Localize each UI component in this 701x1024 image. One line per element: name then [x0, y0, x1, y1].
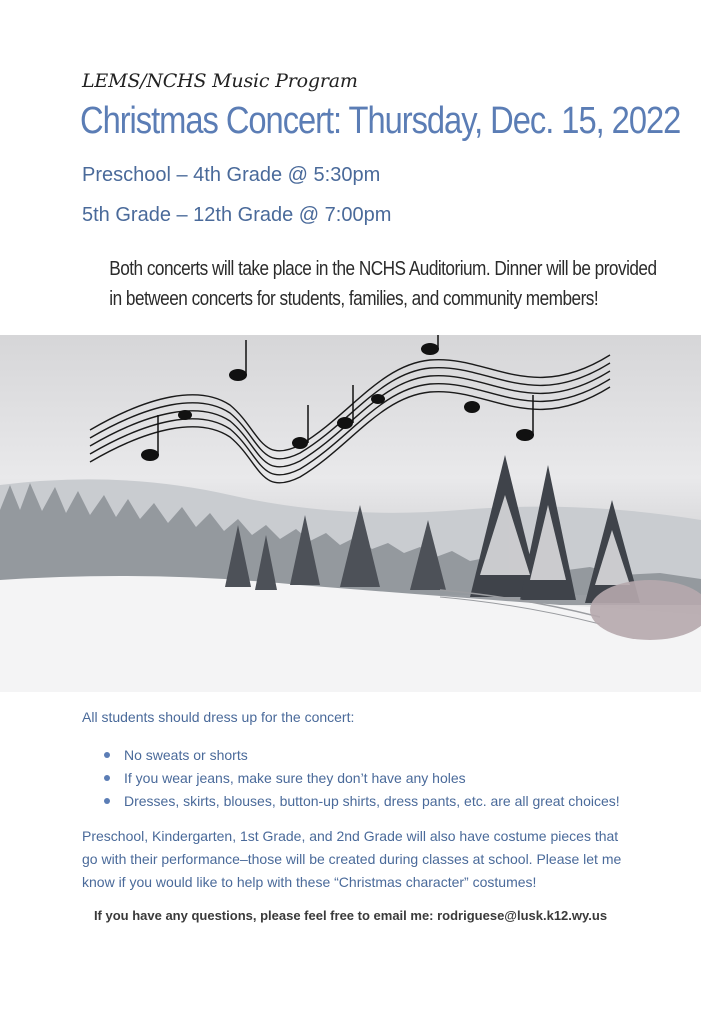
schedule-session-1: Preschool – 4th Grade @ 5:30pm	[82, 164, 381, 186]
winter-scene-image	[0, 335, 701, 692]
location-line-2: in between concerts for students, families, and community members!	[109, 288, 599, 310]
costume-note: Preschool, Kindergarten, 1st Grade, and 2nd Grade will also have costume pieces that go with their performance–those will be created during classes at school. Please let me know if you would like to help with these “Christmas character” costumes!	[82, 828, 622, 890]
dress-code-intro: All students should dress up for the concert:	[82, 709, 355, 725]
schedule-session-2: 5th Grade – 12th Grade @ 7:00pm	[82, 204, 392, 226]
list-item: No sweats or shorts	[104, 744, 620, 767]
concert-title: Christmas Concert: Thursday, Dec. 15, 2022	[80, 100, 681, 142]
bullet-icon	[104, 775, 110, 781]
bullet-icon	[104, 798, 110, 804]
music-staff-icon	[0, 335, 701, 692]
list-item: If you wear jeans, make sure they don’t have any holes	[104, 767, 620, 790]
list-item: Dresses, skirts, blouses, button-up shirts, dress pants, etc. are all great choices!	[104, 790, 620, 813]
location-line-1: Both concerts will take place in the NCHS Auditorium. Dinner will be provided	[109, 258, 657, 280]
location-note	[70, 254, 657, 314]
bullet-icon	[104, 752, 110, 758]
contact-line: If you have any questions, please feel free to email me: rodriguese@lusk.k12.wy.us	[93, 908, 608, 923]
dress-code-list	[104, 744, 620, 813]
program-name: LEMS/NCHS Music Program	[82, 70, 358, 92]
